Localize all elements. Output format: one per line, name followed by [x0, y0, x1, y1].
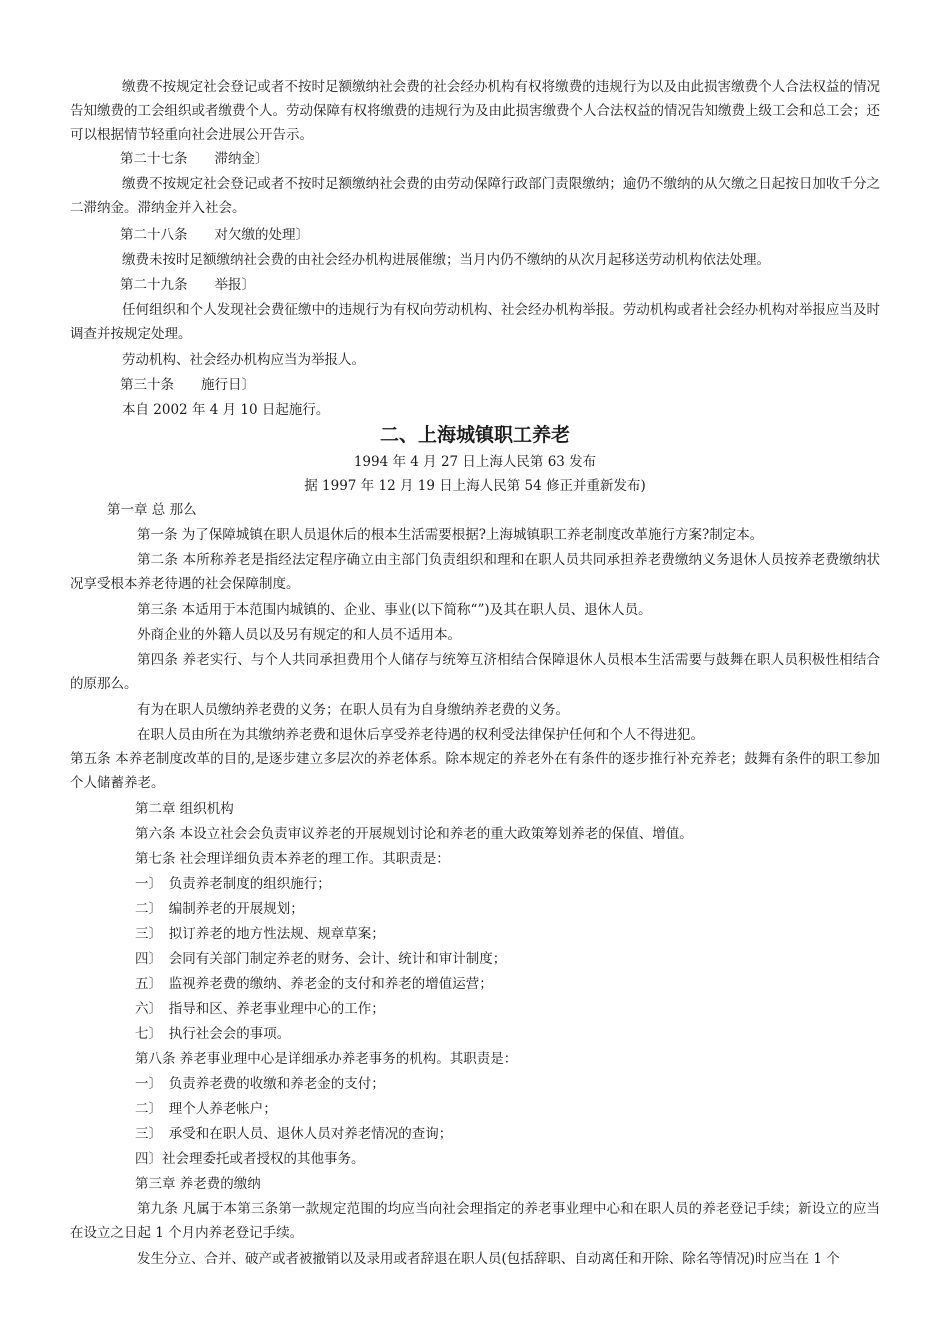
section-title: 二、上海城镇职工养老 [379, 424, 570, 446]
chapter-3-heading: 第三章 养老费的缴纳 [135, 1176, 261, 1192]
article-8-item-1: 一〕 负责养老费的收缴和养老金的支付； [135, 1076, 385, 1092]
article-7-item-3: 三〕 拟订养老的地方性法规、规章草案； [135, 926, 385, 942]
article-7-item-6: 六〕 指导和区、养老事业理中心的工作； [135, 1001, 385, 1017]
article-4-para-3: 在职人员由所在为其缴纳养老费和退休后享受养老待遇的权利受法律保护任何和个人不得进犯。 [137, 727, 704, 743]
article-6: 第六条 本设立社会会负责审议养老的开展规划讨论和养老的重大政策筹划养老的保值、增值。 [135, 826, 693, 842]
chapter-2-heading: 第二章 组织机构 [135, 801, 234, 817]
article-3: 第三条 本适用于本范围内城镇的、企业、事业(以下简称“”)及其在职人员、退休人员。 [137, 602, 652, 618]
release-note-2: 据 1997 年 12 月 19 日上海人民第 54 修正并重新发布) [304, 478, 646, 494]
article-30-heading: 第三十条 施行日〕 [120, 377, 255, 393]
article-29-heading: 第二十九条 举报〕 [120, 277, 255, 293]
article-7-item-7: 七〕 执行社会会的事项。 [135, 1026, 291, 1042]
article-7: 第七条 社会理详细负责本养老的理工作。其职责是： [135, 851, 450, 867]
paragraph-notification: 缴费不按规定社会登记或者不按时足额缴纳社会费的社会经办机构有权将缴费的违规行为以及由此损害缴费个人合法权益的情况告知缴费的工会组织或者缴费个人。劳动保障有权将缴费的违规行为及由此损害缴费个人合法权益的情况告知缴费上级工会和总工会；还可以根据情节轻重向社会进展公开告示。 [70, 79, 880, 143]
article-1: 第一条 为了保障城镇在职人员退休后的根本生活需要根据?上海城镇职工养老制度改革施行方案?制定本。 [137, 527, 764, 543]
article-3-para-2: 外商企业的外籍人员以及另有规定的和人员不适用本。 [137, 627, 461, 643]
article-8-item-3: 三〕 承受和在职人员、退休人员对养老情况的查询； [135, 1126, 453, 1142]
article-30-body: 本自 2002 年 4 月 10 日起施行。 [122, 402, 330, 418]
article-2: 第二条 本所称养老是指经法定程序确立由主部门负责组织和理和在职人员共同承担养老费缴纳义务退休人员按养老费缴纳状况享受根本养老待遇的社会保障制度。 [70, 552, 880, 592]
release-note-1: 1994 年 4 月 27 日上海人民第 63 发布 [353, 454, 597, 470]
article-4-para-2: 有为在职人员缴纳养老费的义务；在职人员有为自身缴纳养老费的义务。 [137, 702, 569, 718]
article-7-item-4: 四〕 会同有关部门制定养老的财务、会计、统计和审计制度； [135, 951, 507, 967]
article-29-body: 任何组织和个人发现社会费征缴中的违规行为有权向劳动机构、社会经办机构举报。劳动机构或者社会经办机构对举报应当及时调查并按规定处理。 [70, 302, 880, 342]
article-7-item-5: 五〕 监视养老费的缴纳、养老金的支付和养老的增值运营； [135, 976, 493, 992]
article-8: 第八条 养老事业理中心是详细承办养老事务的机构。其职责是： [135, 1051, 518, 1067]
article-9-para-2: 发生分立、合并、破产或者被撤销以及录用或者辞退在职人员(包括辞职、自动离任和开除、除名等情况)时应当在 1 个 [137, 1251, 840, 1267]
article-27-heading: 第二十七条 滞纳金〕 [120, 151, 269, 167]
article-28-heading: 第二十八条 对欠缴的处理〕 [120, 227, 309, 243]
article-29-body-2: 劳动机构、社会经办机构应当为举报人。 [122, 352, 365, 368]
article-8-item-4: 四〕社会理委托或者授权的其他事务。 [135, 1151, 365, 1167]
chapter-1-heading: 第一章 总 那么 [107, 502, 197, 518]
article-8-item-2: 二〕 理个人养老帐户； [135, 1101, 277, 1117]
article-7-item-2: 二〕 编制养老的开展规划； [135, 901, 304, 917]
article-5: 第五条 本养老制度改革的目的,是逐步建立多层次的养老体系。除本规定的养老外在有条件的逐步推行补充养老；鼓舞有条件的职工参加个人储蓄养老。 [70, 751, 880, 791]
article-27-body: 缴费不按规定社会登记或者不按时足额缴纳社会费的由劳动保障行政部门责限缴纳；逾仍不缴纳的从欠缴之日起按日加收千分之二滞纳金。滞纳金并入社会。 [70, 176, 880, 216]
article-9: 第九条 凡属于本第三条第一款规定范围的均应当向社会理指定的养老事业理中心和在职人员的养老登记手续；新设立的应当在设立之日起 1 个月内养老登记手续。 [70, 1201, 880, 1241]
article-28-body: 缴费未按时足额缴纳社会费的由社会经办机构进展催缴；当月内仍不缴纳的从次月起移送劳动机构依法处理。 [122, 252, 770, 268]
article-7-item-1: 一〕 负责养老制度的组织施行； [135, 876, 331, 892]
article-4: 第四条 养老实行、与个人共同承担费用个人储存与统筹互济相结合保障退休人员根本生活需要与鼓舞在职人员积极性相结合的原那么。 [70, 652, 880, 692]
